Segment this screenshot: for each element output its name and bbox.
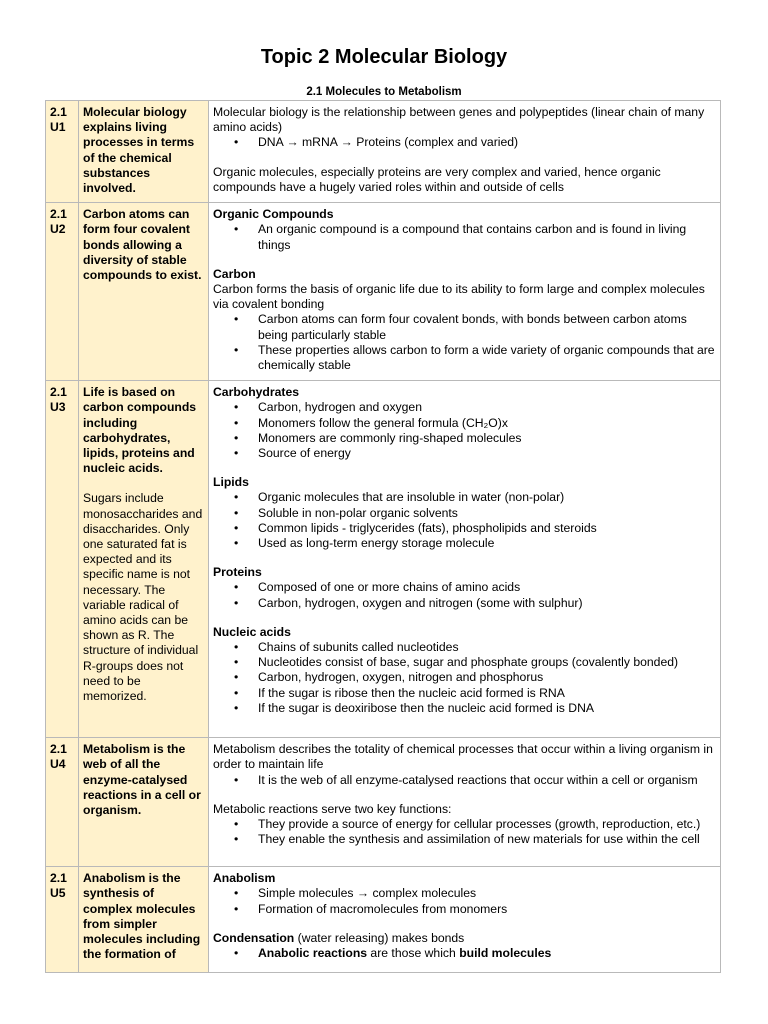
- list-item: • Nucleotides consist of base, sugar and phosphate groups (covalently bonded): [213, 655, 716, 670]
- section-heading: Lipids: [213, 475, 249, 490]
- row-code: 2.1 U1: [46, 101, 79, 203]
- bullet-list: [213, 946, 716, 961]
- bullet-list: [213, 222, 716, 252]
- section-title: 2.1 Molecules to Metabolism: [306, 86, 462, 98]
- bullet-list: [213, 490, 716, 551]
- list-item: • Formation of macromolecules from monomers: [213, 902, 716, 917]
- paragraph: Carbon forms the basis of organic life due to its ability to form large and complex molecules via covalent bonding: [213, 282, 705, 312]
- list-item: • Monomers follow the general formula (CH₂O)x: [213, 416, 716, 431]
- table-row: [46, 101, 721, 203]
- section-heading: Carbohydrates: [213, 385, 300, 400]
- understanding-statement: Life is based on carbon compounds including carbohydrates, lipids, proteins and nucleic acids. Sugars include monosaccharides and disaccharides. Only one saturated fat is expected and its specific name is not necessary. The variable radical of amino acids can be shown as R. The structure of individual R-groups does not need to be memorized.: [79, 381, 209, 738]
- list-item: • If the sugar is ribose then the nucleic acid formed is RNA: [213, 686, 716, 701]
- table-row: [46, 381, 721, 738]
- row-code: 2.1 U5: [46, 867, 79, 973]
- notes-table: [45, 100, 721, 973]
- guidance-note: Sugars include monosaccharides and disaccharides. Only one saturated fat is expected and its specific name is not necessary. The variable radical of amino acids can be shown as R. The structure of individual R-groups does not need to be memorized.: [83, 491, 203, 704]
- bullet-list: [213, 817, 716, 847]
- list-item: • Carbon, hydrogen, oxygen and nitrogen (some with sulphur): [213, 596, 716, 611]
- list-item: • Composed of one or more chains of amino acids: [213, 580, 716, 595]
- row-content: [209, 381, 721, 738]
- list-item: • Soluble in non-polar organic solvents: [213, 506, 716, 521]
- understanding-statement: Anabolism is the synthesis of complex molecules from simpler molecules including the formation of: [79, 867, 209, 973]
- section-heading: Nucleic acids: [213, 624, 291, 639]
- list-item: • Anabolic reactions are those which build molecules: [213, 946, 716, 961]
- section-heading: Anabolism: [213, 871, 276, 886]
- bullet-list: [213, 312, 716, 373]
- list-item: • Carbon, hydrogen, oxygen, nitrogen and phosphorus: [213, 670, 716, 685]
- paragraph: Organic molecules, especially proteins are very complex and varied, hence organic compounds have a hugely varied roles within and outside of cells: [213, 164, 661, 194]
- list-item: • Monomers are commonly ring-shaped molecules: [213, 431, 716, 446]
- table-row: [46, 203, 721, 381]
- understanding-statement: Metabolism is the web of all the enzyme-catalysed reactions in a cell or organism.: [79, 738, 209, 867]
- section-heading: Proteins: [213, 565, 262, 580]
- bullet-list: [213, 135, 716, 150]
- row-content: [209, 867, 721, 973]
- understanding-statement: Carbon atoms can form four covalent bonds allowing a diversity of stable compounds to exist.: [79, 203, 209, 381]
- list-item: • These properties allows carbon to form a wide variety of organic compounds that are chemically stable: [213, 343, 716, 373]
- paragraph: Metabolic reactions serve two key functions:: [213, 801, 452, 816]
- document-title: Topic 2 Molecular Biology: [260, 46, 508, 68]
- list-item: • Simple molecules → complex molecules: [213, 886, 716, 901]
- row-content: [209, 101, 721, 203]
- paragraph: Metabolism describes the totality of chemical processes that occur within a living organism in order to maintain life: [213, 742, 713, 772]
- bullet-list: [213, 580, 716, 610]
- table-row: [46, 867, 721, 973]
- list-item: • Carbon, hydrogen and oxygen: [213, 400, 716, 415]
- list-item: • Organic molecules that are insoluble in water (non-polar): [213, 490, 716, 505]
- list-item: • Common lipids - triglycerides (fats), phospholipids and steroids: [213, 521, 716, 536]
- list-item: • They enable the synthesis and assimilation of new materials for use within the cell: [213, 832, 716, 847]
- list-item: • DNA → mRNA → Proteins (complex and varied): [213, 135, 716, 150]
- list-item: • Source of energy: [213, 446, 716, 461]
- section-heading: Carbon: [213, 266, 256, 281]
- section-heading: Organic Compounds: [213, 207, 334, 222]
- row-content: [209, 738, 721, 867]
- list-item: • Used as long-term energy storage molecule: [213, 536, 716, 551]
- list-item: • An organic compound is a compound that contains carbon and is found in living things: [213, 222, 716, 252]
- table-row: [46, 738, 721, 867]
- list-item: • If the sugar is deoxiribose then the nucleic acid formed is DNA: [213, 701, 716, 716]
- row-code: 2.1 U2: [46, 203, 79, 381]
- bullet-list: [213, 886, 716, 916]
- list-item: • Carbon atoms can form four covalent bonds, with bonds between carbon atoms being particularly stable: [213, 312, 716, 342]
- row-code: 2.1 U3: [46, 381, 79, 738]
- paragraph: Condensation (water releasing) makes bonds: [213, 930, 465, 945]
- list-item: • They provide a source of energy for cellular processes (growth, reproduction, etc.): [213, 817, 716, 832]
- bullet-list: [213, 400, 716, 461]
- paragraph: Molecular biology is the relationship between genes and polypeptides (linear chain of many amino acids): [213, 105, 705, 135]
- row-content: [209, 203, 721, 381]
- list-item: • Chains of subunits called nucleotides: [213, 640, 716, 655]
- bullet-list: [213, 640, 716, 716]
- row-code: 2.1 U4: [46, 738, 79, 867]
- bullet-list: [213, 773, 716, 788]
- list-item: • It is the web of all enzyme-catalysed reactions that occur within a cell or organism: [213, 773, 716, 788]
- understanding-statement: Molecular biology explains living processes in terms of the chemical substances involved.: [79, 101, 209, 203]
